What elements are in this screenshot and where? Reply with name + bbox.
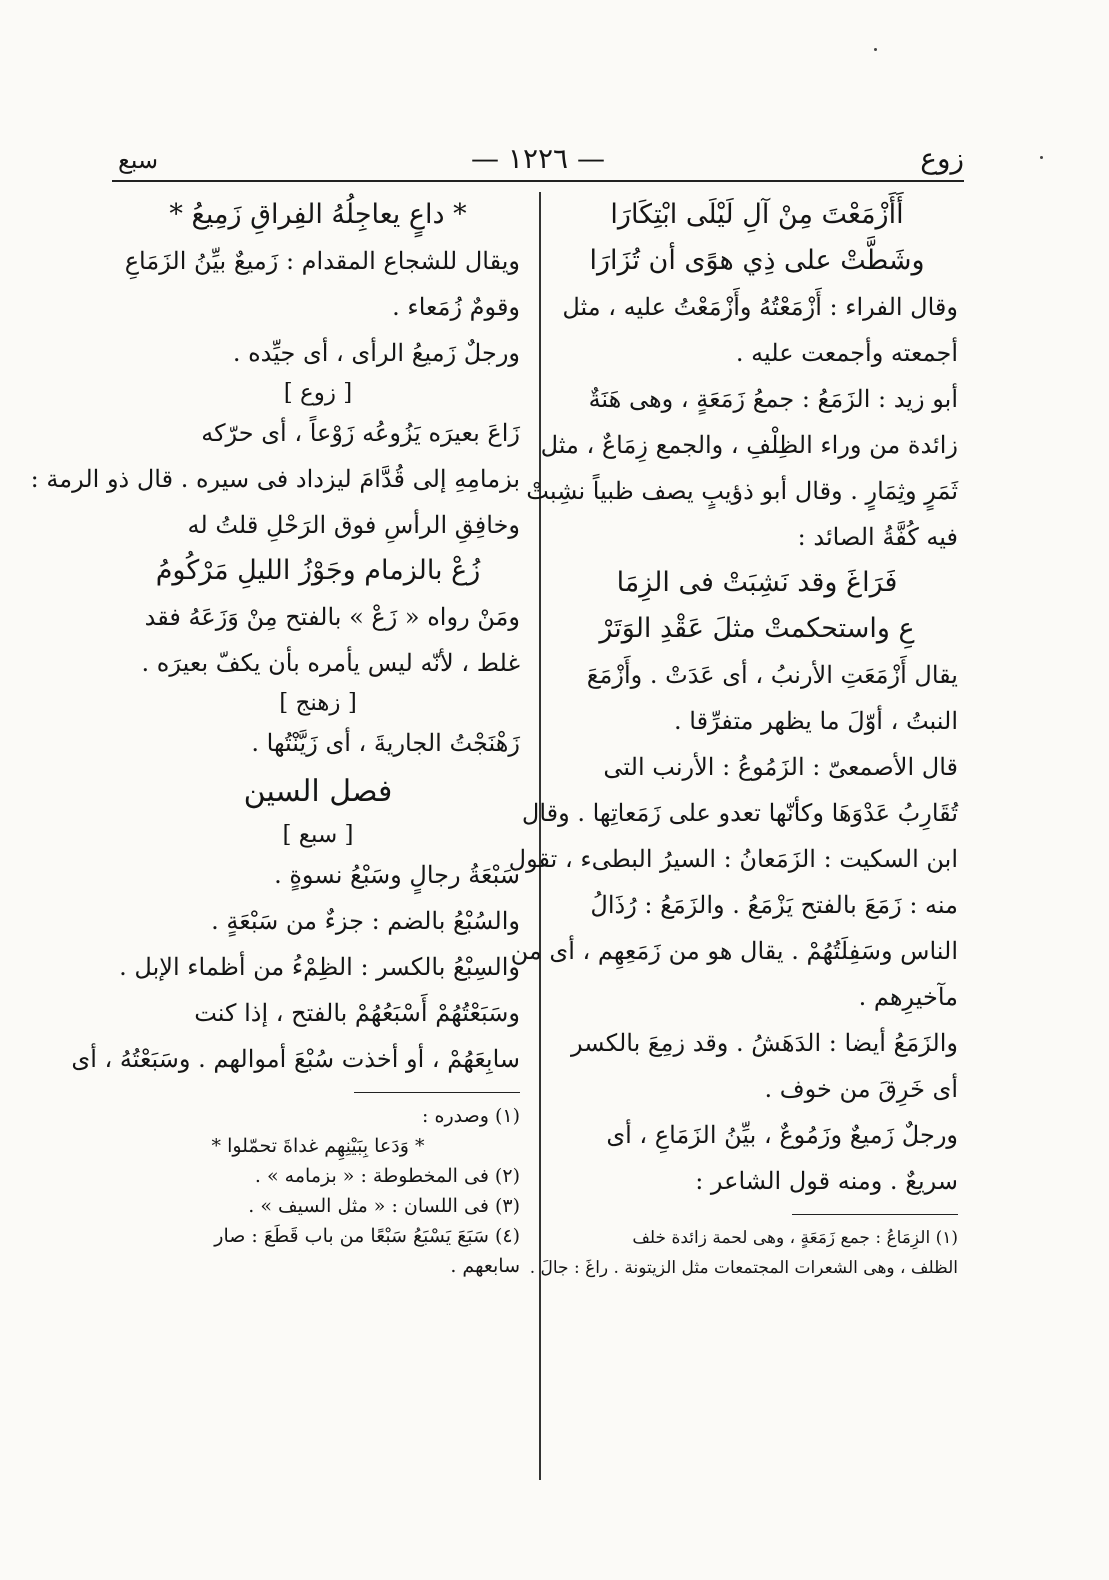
text-line: قال الأصمعىّ : الزَمُوعُ : الأرنب التى (603, 753, 958, 781)
text-line: والسِبْعُ بالكسر : الظِمْءُ من أظماء الإبل . (119, 953, 520, 981)
text-line: أى خَرِقَ من خوف . (764, 1075, 958, 1103)
poem-verse: وشَطَّتْ على ذِي هوًى أن تُزَارَا (589, 245, 925, 276)
text-line: النبتُ ، أوّلَ ما يظهر متفرِّقا . (674, 707, 958, 735)
text-line: زائدة من وراء الظِلْفِ ، والجمع زِمَاعٌ ، مثل (540, 431, 958, 459)
footnote-line: (١) وصدره : (422, 1105, 520, 1127)
entry-heading-sb: [ سبع ] (282, 822, 354, 848)
text-line: منه : زَمَعَ بالفتح يَزْمَعُ . والزَمَعُ : رُذَالُ (590, 891, 958, 919)
poem-verse: عِ واستحكمتْ مثلَ عَقْدِ الوَتَرْ (599, 613, 915, 644)
header-headword-left: سبع (118, 146, 159, 174)
text-line: وقال الفراء : أَزْمَعْتُهُ وأَزْمَعْتُ عليه ، مثل (562, 293, 958, 321)
print-speck (1040, 156, 1043, 159)
footnote-line: (١) الزِمَاعُ : جمع زَمَعَةٍ ، وهى لحمة زائدة خلف (632, 1228, 958, 1248)
text-line: ابن السكيت : الزَمَعانُ : السيرُ البطىء ، تقول (508, 845, 958, 873)
page-header (112, 138, 964, 182)
text-line: ورجلٌ زَميعٌ وزَمُوعٌ ، بيِّنُ الزَمَاعِ ، أى (606, 1121, 958, 1149)
text-line: ومَنْ رواه « زَعْ » بالفتح مِنْ وَزَعَهُ فقد (144, 603, 520, 631)
text-line: والسُبْعُ بالضم : جزءٌ من سَبْعَةٍ . (211, 907, 520, 935)
footnote-line: (٤) سَبَعَ يَسْبَعُ سَبْعًا من باب قَطَعَ : صار (214, 1225, 520, 1247)
text-line: فيه كُفَّةُ الصائد : (797, 523, 958, 551)
text-line: زَهْنَجْتُ الجاريةَ ، أى زَيَّنْتُها . (251, 729, 520, 757)
text-line: تُقَارِبُ عَدْوَهَا وكأنّها تعدو على زَمَعاتِها . وقال (521, 799, 958, 827)
text-line: زَاعَ بعيرَه يَزُوعُه زَوْعاً ، أى حرّكه (201, 419, 520, 447)
poem-verse: زُعْ بالزمام وجَوْزُ الليلِ مَرْكُومُ (155, 555, 481, 586)
text-line: ثَمَرٍ وثِمَارٍ . وقال أبو ذؤيبٍ يصف ظبياً نشِبتْ (526, 477, 958, 505)
text-line: سابِعَهُمْ ، أو أخذت سُبْعَ أموالهم . وسَبَعْتُهُ ، أى (71, 1045, 520, 1073)
text-line: غلط ، لأنّه ليس يأمره بأن يكفّ بعيرَه . (141, 649, 520, 677)
print-speck (874, 48, 877, 51)
text-line: وخافِقِ الرأسِ فوق الرَحْلِ قلتُ له (187, 511, 520, 539)
footnote-line: سابعهم . (450, 1255, 520, 1277)
right-column (508, 192, 958, 1283)
text-line: الناس وسَفِلَتُهُمْ . يقال هو من زَمَعِهِم ، أى من (510, 937, 958, 965)
text-line: أجمعته وأجمعت عليه . (735, 339, 958, 367)
footnote-line: الظلف ، وهى الشعرات المجتمعات مثل الزيتونة . راغَ : جالَ . (529, 1258, 958, 1278)
left-column (30, 192, 520, 1281)
header-rule (112, 180, 964, 182)
footnote-line: (٣) فى اللسان : « مثل السيف » . (248, 1195, 520, 1217)
text-line: سريعٌ . ومنه قول الشاعر : (695, 1167, 958, 1195)
entry-heading-zw: [ زوع ] (283, 380, 353, 406)
header-headword-right: زوع (920, 142, 964, 175)
poem-verse: فَرَاغَ وقد نَشِبَتْ فى الزِمَا (616, 567, 898, 598)
poem-verse: * داعٍ يعاجِلُهُ الفِراقِ زَمِيعُ * (169, 199, 467, 230)
text-line: سَبْعَةُ رجالٍ وسَبْعُ نسوةٍ . (274, 861, 520, 889)
text-line: يقال أَزْمَعَتِ الأرنبُ ، أى عَدَتْ . وأَزْمَعَ (586, 661, 958, 689)
text-line: بزمامِهِ إلى قُدَّامَ ليزداد فى سيره . قال ذو الرمة : (30, 465, 520, 493)
text-line: ويقال للشجاع المقدام : زَميعٌ بيِّنُ الزَمَاعِ (124, 247, 520, 275)
page-number: — ١٢٢٦ — (471, 142, 605, 175)
footnote-line: (٢) فى المخطوطة : « بزمامه » . (254, 1165, 520, 1187)
section-title: فصل السين (243, 774, 393, 809)
footnote-line: * وَدَعا بِبَيْنِهِم غداةَ تحمّلوا * (211, 1135, 425, 1157)
text-line: ورجلٌ زَميعُ الرأى ، أى جيِّده . (232, 339, 520, 367)
poem-verse: أَأَزْمَعْتَ مِنْ آلِ لَيْلَى ابْتِكَارَا (610, 199, 904, 230)
text-line: والزَمَعُ أيضا : الدَهَشُ . وقد زمِعَ بالكسر (571, 1029, 958, 1057)
entry-heading-zhnj: [ زهنج ] (279, 690, 357, 716)
text-line: وسَبَعْتُهُمْ أَسْبَعُهُمْ بالفتح ، إذا كنت (194, 999, 520, 1027)
text-line: أبو زيد : الزَمَعُ : جمعُ زَمَعَةٍ ، وهى هَنَةٌ (588, 385, 958, 413)
text-line: مآخيرِهم . (858, 983, 958, 1011)
text-line: وقومٌ زُمَعاء . (392, 293, 520, 321)
